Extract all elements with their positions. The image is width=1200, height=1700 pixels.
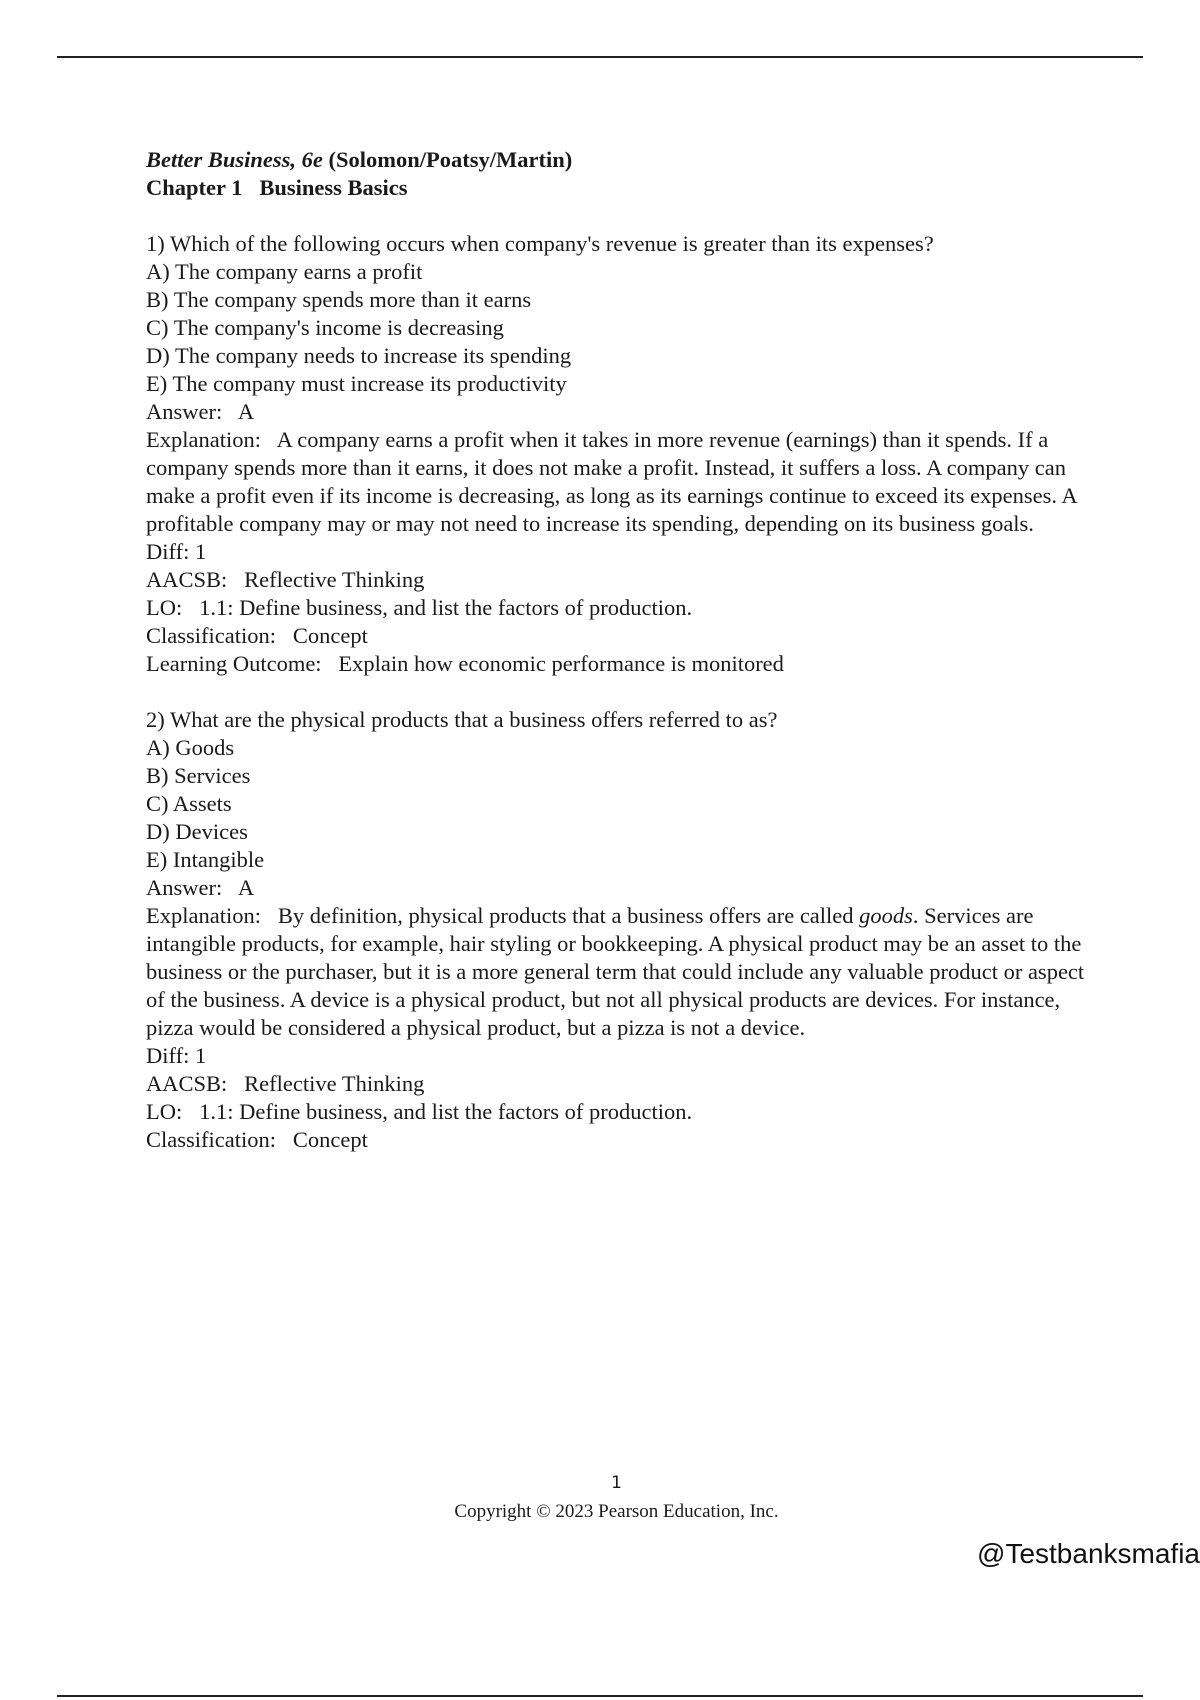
explanation: Explanation: A company earns a profit when it takes in more revenue (earnings) than it spends. If a company spends more than it earns, it does not make a profit. Instead, it suffers a loss. A company can make a profit even if its income is decreasing, as long as its earnings continue to exceed its expenses. A profitable company may or may not need to increase its spending, depending on its business goals. [146, 427, 1082, 536]
question-text: 1) Which of the following occurs when company's revenue is greater than its expenses? [146, 231, 934, 256]
watermark: @Testbanksmafia [977, 1538, 1200, 1569]
answer: Answer: A [146, 399, 255, 424]
option-e: E) The company must increase its productivity [146, 371, 567, 396]
explanation-start: Explanation: By definition, physical products that a business offers are called [146, 903, 860, 928]
aacsb: AACSB: Reflective Thinking [146, 567, 425, 592]
learning-objective: LO: 1.1: Define business, and list the factors of production. [146, 595, 693, 620]
chapter-heading: Chapter 1 Business Basics [146, 175, 408, 200]
question-text: 2) What are the physical products that a business offers referred to as? [146, 707, 778, 732]
option-a: A) Goods [146, 735, 235, 760]
option-b: B) Services [146, 763, 251, 788]
option-a: A) The company earns a profit [146, 259, 423, 284]
book-title: Better Business, 6e [146, 147, 323, 172]
question-block-2 [146, 706, 1096, 1154]
top-rule [57, 56, 1143, 58]
bottom-rule [57, 1695, 1143, 1697]
learning-objective: LO: 1.1: Define business, and list the factors of production. [146, 1099, 693, 1124]
page-number: 1 [611, 1473, 622, 1493]
classification: Classification: Concept [146, 1127, 368, 1152]
option-d: D) Devices [146, 819, 248, 844]
classification: Classification: Concept [146, 623, 368, 648]
learning-outcome: Learning Outcome: Explain how economic performance is monitored [146, 651, 784, 676]
explanation [146, 902, 1096, 1042]
answer: Answer: A [146, 875, 255, 900]
explanation-rest: . Services are intangible products, for example, hair styling or bookkeeping. A physical product may be an asset to the business or the purchaser, but it is a more general term that could include any valuable product or aspect of the business. A device is a physical product, but not all physical products are devices. For instance, pizza would be considered a physical product, but a pizza is not a device. [146, 903, 1090, 1040]
explanation-emphasis: goods [859, 903, 913, 928]
difficulty: Diff: 1 [146, 539, 207, 564]
document-title [146, 146, 1096, 174]
option-d: D) The company needs to increase its spending [146, 343, 572, 368]
option-e: E) Intangible [146, 847, 265, 872]
option-c: C) The company's income is decreasing [146, 315, 504, 340]
option-c: C) Assets [146, 791, 232, 816]
copyright-notice: Copyright © 2023 Pearson Education, Inc. [454, 1501, 779, 1522]
difficulty: Diff: 1 [146, 1043, 207, 1068]
book-authors: (Solomon/Poatsy/Martin) [322, 147, 573, 172]
question-block-1 [146, 230, 1096, 678]
option-b: B) The company spends more than it earns [146, 287, 532, 312]
aacsb: AACSB: Reflective Thinking [146, 1071, 425, 1096]
document-body [146, 146, 1096, 1154]
